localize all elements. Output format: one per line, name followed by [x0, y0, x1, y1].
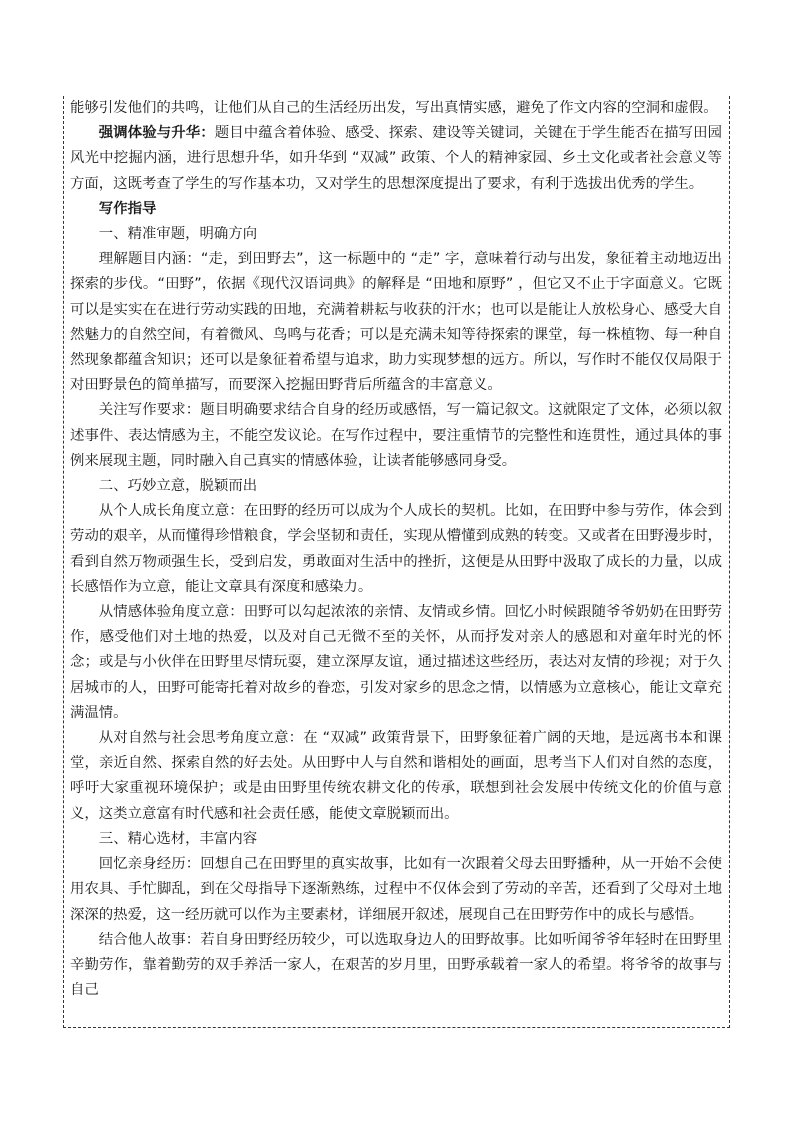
- subheading-clever-theme: 二、巧妙立意，脱颖而出: [98, 478, 258, 495]
- paragraph-understand-topic: 理解题目内涵：“走，到田野去”，这一标题中的 “走” 字，意味着行动与出发，象征着主动地迈出探索的步伐。“田野”，依据《现代汉语词典》的解释是 “田地和原野” ，但它又不止于字面意义。它既可以是实实在在进行劳动实践的田地，充满着耕耘与收获的汗水；也可以是能让人放松身心、感受大自然魅力的自然空间，有着微风、鸟鸣与花香；可以是充满未知等待探索的课堂，每一株植物、每一种自然现象都蕴含知识；还可以是象征着希望与追求，助力实现梦想的远方。所以，写作时不能仅仅局限于对田野景色的简单描写，而要深入挖掘田野背后所蕴含的丰富意义。: [70, 251, 722, 394]
- subheading-material-selection: 三、精心选材，丰富内容: [98, 830, 258, 847]
- paragraph-emotional-experience: 从情感体验角度立意：田野可以勾起浓浓的亲情、友情或乡情。回忆小时候跟随爷爷奶奶在田野劳作，感受他们对土地的热爱，以及对自己无微不至的关怀，从而抒发对亲人的感恩和对童年时光的怀念；或是与小伙伴在田野里尽情玩耍，建立深厚友谊，通过描述这些经历，表达对友情的珍视；对于久居城市的人，田野可能寄托着对故乡的眷恋，引发对家乡的思念之情，以情感为立意核心，能让文章充满温情。: [70, 604, 722, 721]
- paragraph-text: 题目中蕴含着体验、感受、探索、建设等关键词，关键在于学生能否在描写田园风光中挖掘内涵，进行思想升华，如升华到 “双减” 政策、个人的精神家园、乡土文化或者社会意义等方面，这既考查了学生的写作基本功，又对学生的思想深度提出了要求，有利于选拔出优秀的学生。: [70, 125, 722, 192]
- paragraph-personal-experience: 回忆亲身经历：回想自己在田野里的真实故事，比如有一次跟着父母去田野播种，从一开始不会使用农具、手忙脚乱，到在父母指导下逐渐熟练，过程中不仅体会到了劳动的辛苦，还看到了父母对土地深深的热爱，这一经历就可以作为主要素材，详细展开叙述，展现自己在田野劳作中的成长与感悟。: [70, 856, 722, 923]
- paragraph-text: 能够引发他们的共鸣，让他们从自己的生活经历出发，写出真情实感，避免了作文内容的空洞和虚假。: [70, 100, 718, 116]
- paragraph-writing-requirements: 关注写作要求：题目明确要求结合自身的经历或感悟，写一篇记叙文。这就限定了文体，必须以叙述事件、表达情感为主，不能空发议论。在写作过程中，要注重情节的完整性和连贯性，通过具体的事例来展现主题，同时融入自己真实的情感体验，让读者能够感同身受。: [70, 402, 722, 469]
- paragraph-others-stories: 结合他人故事：若自身田野经历较少，可以选取身边人的田野故事。比如听闻爷爷年轻时在田野里辛勤劳作，靠着勤劳的双手养活一家人，在艰苦的岁月里，田野承载着一家人的希望。将爷爷的故事与自己: [70, 931, 722, 999]
- document-body: [70, 96, 722, 1003]
- paragraph-experience-sublimation: [70, 121, 722, 197]
- paragraph-personal-growth: 从个人成长角度立意：在田野的经历可以成为个人成长的契机。比如，在田野中参与劳作，体会到劳动的艰辛，从而懂得珍惜粮食，学会坚韧和责任，实现从懵懂到成熟的转变。又或者在田野漫步时，看到自然万物顽强生长，受到启发，勇敢面对生活中的挫折，这便是从田野中汲取了成长的力量，以成长感悟作为立意，能让文章具有深度和感染力。: [70, 503, 722, 595]
- subheading-precise-topic: 一、精准审题，明确方向: [98, 226, 258, 243]
- section-heading-writing-guide: 写作指导: [98, 200, 157, 217]
- paragraph-continuation: [70, 96, 722, 121]
- paragraph-lead: 强调体验与升华：: [98, 125, 215, 142]
- paragraph-nature-society: 从对自然与社会思考角度立意：在 “双减” 政策背景下，田野象征着广阔的天地，是远离书本和课堂，亲近自然、探索自然的好去处。从田野中人与自然和谐相处的画面，思考当下人们对自然的态度，呼吁大家重视环境保护；或是由田野里传统农耕文化的传承，联想到社会发展中传统文化的价值与意义，这类立意富有时代感和社会责任感，能使文章脱颖而出。: [70, 730, 722, 822]
